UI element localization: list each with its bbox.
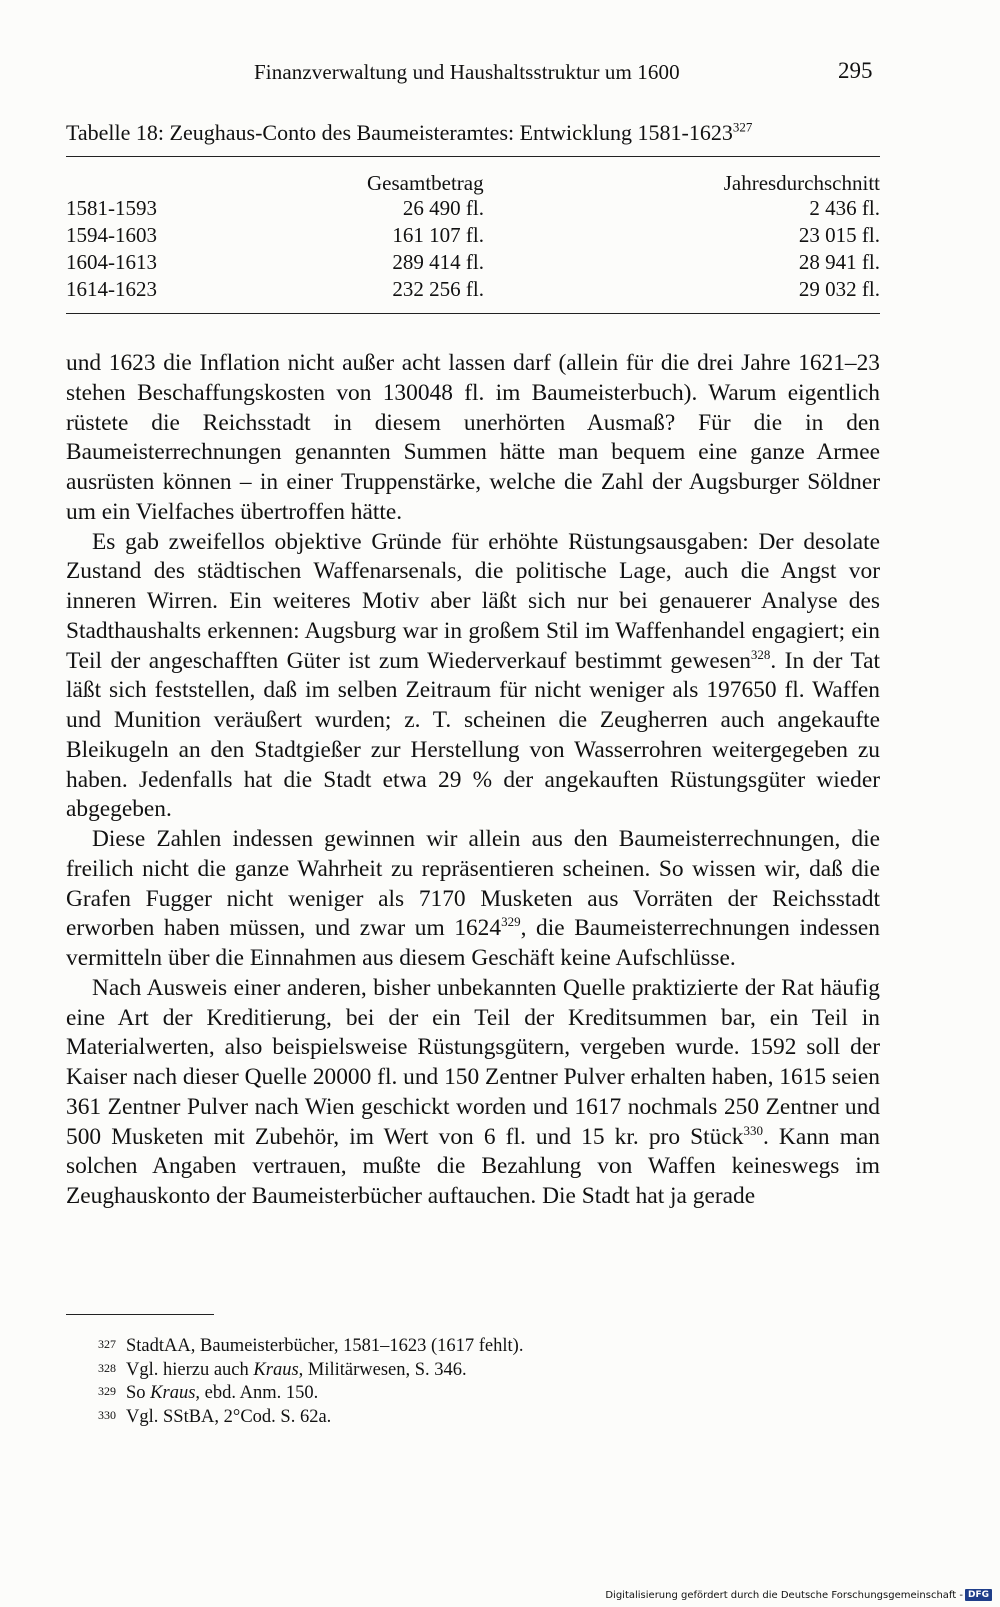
- footnote-mark: 327: [98, 1337, 116, 1351]
- footnote-mark: 329: [98, 1384, 116, 1398]
- footnote-ref[interactable]: 328: [750, 646, 771, 662]
- footnote: [66, 1359, 523, 1383]
- footnote: [66, 1382, 523, 1406]
- table-cell-average: 2 436 fl.: [809, 196, 880, 220]
- paragraph-text: Diese Zahlen indessen gewinnen wir allein aus den Baumeisterrechnungen, die freilich nicht die ganze Wahrheit zu repräsentieren scheinen. So wissen wir, daß die Grafen Fugger nicht weniger als 7170 Musketen aus Vorräten der Reichsstadt erworben haben müssen, und zwar um 1624: [66, 826, 880, 942]
- footnote-ref[interactable]: 329: [501, 914, 521, 930]
- paragraph: [66, 528, 880, 826]
- table-caption-text: Tabelle 18: Zeughaus-Conto des Baumeisteramtes: Entwicklung 1581-1623: [66, 120, 733, 145]
- paragraph-text: , die Baumeisterrechnungen indessen vermitteln über die Einnahmen aus diesem Geschäft keine Aufschlüsse.: [66, 915, 881, 971]
- running-head: Finanzverwaltung und Haushaltsstruktur um 1600: [254, 60, 680, 84]
- footnotes: [66, 1335, 523, 1429]
- table-cell-period: 1581-1593: [66, 196, 157, 220]
- footer-text: Digitalisierung gefördert durch die Deutsche Forschungsgemeinschaft -: [605, 1589, 963, 1601]
- table-bottom-rule: [66, 313, 880, 314]
- body-text: [66, 349, 880, 1212]
- footnote-text: StadtAA, Baumeisterbücher, 1581–1623 (1617 fehlt).: [126, 1336, 524, 1356]
- footnote-text: Vgl. SStBA, 2°Cod. S. 62a.: [126, 1406, 332, 1427]
- footnote-rule: [66, 1314, 214, 1315]
- paragraph: [66, 349, 880, 528]
- footnote: [66, 1335, 523, 1359]
- paragraph-text: . Kann man solchen Angaben vertrauen, mußte die Bezahlung von Waffen keineswegs im Zeughauskonto der Baumeisterbücher auftauchen. Die Stadt hat ja gerade: [66, 1123, 881, 1209]
- dfg-logo: DFG: [965, 1589, 992, 1601]
- paragraph-text: Nach Ausweis einer anderen, bisher unbekannten Quelle praktizierte der Rat häufig eine Art der Kreditierung, bei der ein Teil der Kreditsummen bar, ein Teil in Materialwerten, also beispielsweise Rüstungsgütern, vergeben wurde. 1592 soll der Kaiser nach dieser Quelle 20000 fl. und 150 Zentner Pulver erhalten haben, 1615 seien 361 Zentner Pulver nach Wien geschickt worden und 1617 nochmals 250 Zentner und 500 Musketen mit Zubehör, im Wert von 6 fl. und 15 kr. pro Stück: [66, 974, 880, 1150]
- footnote-mark: 328: [98, 1360, 116, 1375]
- table-cell-average: 23 015 fl.: [798, 223, 880, 247]
- footnote-text: So Kraus, ebd. Anm. 150.: [126, 1383, 319, 1403]
- table-cell-period: 1594-1603: [66, 223, 157, 247]
- table-cell-average: 28 941 fl.: [798, 250, 880, 274]
- table-top-rule: [66, 156, 880, 157]
- paragraph-text: . In der Tat läßt sich feststellen, daß im selben Zeitraum für nicht weniger als 197650 fl. Waffen und Munition veräußert wurden; z. T. scheinen die Zeugherren auch angekaufte Bleikugeln an den Stadtgießer zur Herstellung von Wasserrohren weitergegeben zu haben. Jedenfalls hat die Stadt etwa 29 % der angekauften Rüstungsgüter wieder abgegeben.: [66, 647, 881, 823]
- table-cell-total: 289 414 fl.: [392, 250, 484, 274]
- table-cell-average: 29 032 fl.: [798, 277, 880, 301]
- footnote-text: Vgl. hierzu auch Kraus, Militärwesen, S. 346.: [126, 1359, 467, 1380]
- column-header-jahresdurchschnitt: Jahresdurchschnitt: [723, 171, 880, 195]
- footnote-ref[interactable]: 330: [743, 1122, 763, 1138]
- table-caption: [66, 120, 752, 146]
- paragraph-text: Es gab zweifellos objektive Gründe für erhöhte Rüstungsausgaben: Der desolate Zustand des städtischen Waffenarsenals, die politische Lage, auch die Angst vor inneren Wirren. Ein weiteres Motiv aber läßt sich nur bei genauerer Analyse des Stadthaushalts erkennen: Augsburg war in großem Stil im Waffenhandel engagiert; ein Teil der angeschafften Güter ist zum Wiederverkauf bestimmt gewesen: [66, 528, 880, 674]
- table-cell-total: 232 256 fl.: [392, 277, 484, 301]
- column-header-gesamtbetrag: Gesamtbetrag: [367, 171, 484, 195]
- paragraph: [66, 974, 880, 1212]
- paragraph: [66, 825, 880, 974]
- footnote: [66, 1406, 523, 1430]
- footnote-mark: 330: [98, 1407, 116, 1422]
- paragraph-text: und 1623 die Inflation nicht außer acht lassen darf (allein für die drei Jahre 1621–23 stehen Beschaffungskosten von 130048 fl. im Baumeisterbuch). Warum eigentlich rüstete die Reichsstadt in diesem unerhörten Ausmaß? Für die in den Baumeisterrechnungen genannten Summen hätte man bequem eine ganze Armee ausrüsten können – in einer Truppenstärke, welche die Zahl der Augsburger Söldner um ein Vielfaches übertroffen hätte.: [66, 350, 880, 525]
- digitization-footer: [605, 1589, 992, 1601]
- footnote-ref[interactable]: 327: [732, 119, 753, 135]
- table-cell-total: 161 107 fl.: [392, 223, 484, 247]
- page-number: 295: [838, 58, 873, 83]
- table-cell-period: 1614-1623: [66, 277, 157, 301]
- table-cell-total: 26 490 fl.: [402, 196, 484, 220]
- table-cell-period: 1604-1613: [66, 250, 157, 274]
